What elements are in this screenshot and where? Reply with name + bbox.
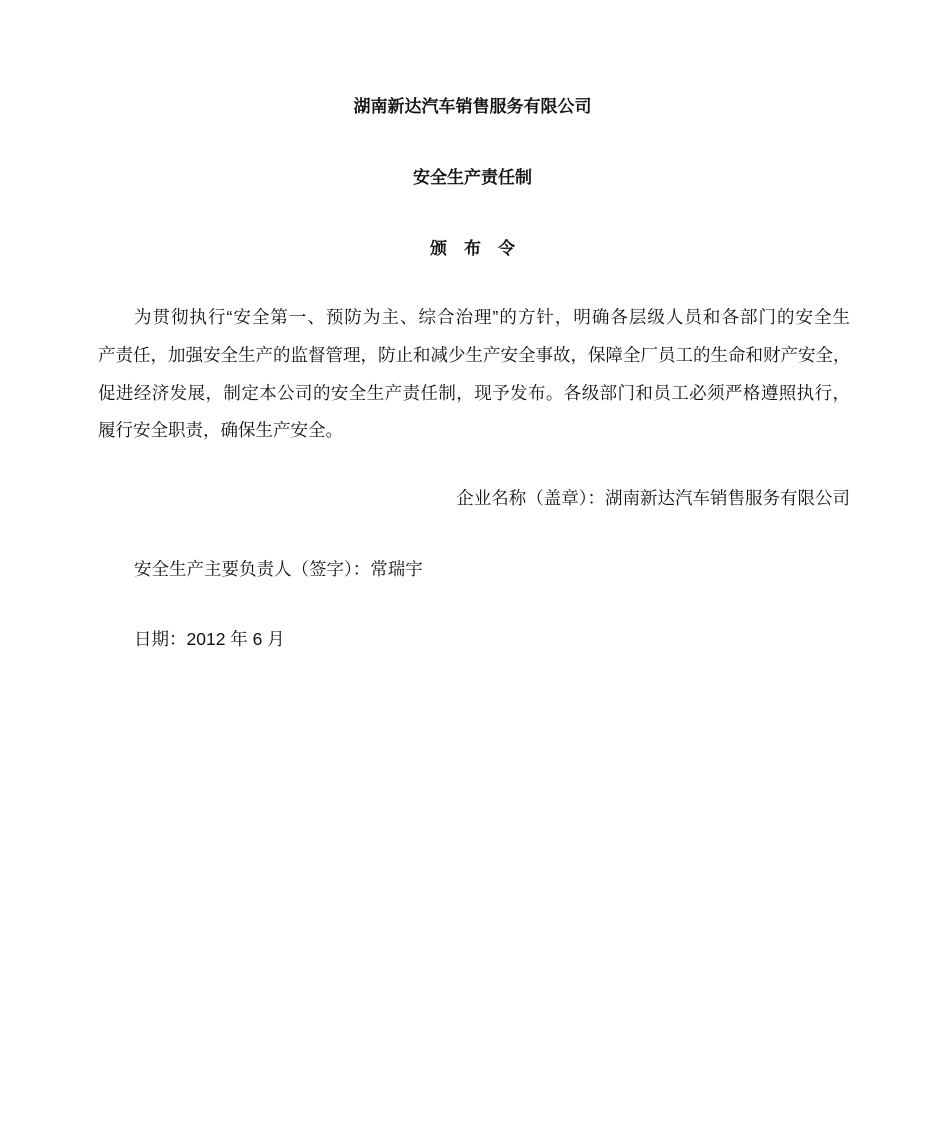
subtitle: 颁 布 令 — [430, 239, 515, 258]
body-line: 为贯彻执行“安全第一、预防为主、综合治理”的方针，明确各层级人员和各部门的安全生 — [134, 307, 850, 327]
date-line: 日期：2012 年 6 月 — [134, 629, 285, 649]
enterprise-name-line: 企业名称（盖章）：湖南新达汽车销售服务有限公司 — [456, 488, 850, 508]
company-name: 湖南新达汽车销售服务有限公司 — [353, 97, 592, 116]
body-line: 履行安全职责，确保生产安全。 — [98, 420, 343, 440]
document-title: 安全生产责任制 — [413, 168, 532, 187]
body-line: 产责任，加强安全生产的监督管理，防止和减少生产安全事故，保障全厂员工的生命和财产安全， — [98, 345, 851, 365]
body-line: 促进经济发展，制定本公司的安全生产责任制，现予发布。各级部门和员工必须严格遵照执行， — [98, 383, 850, 403]
responsible-person-line: 安全生产主要负责人（签字）：常瑞宇 — [134, 559, 423, 579]
